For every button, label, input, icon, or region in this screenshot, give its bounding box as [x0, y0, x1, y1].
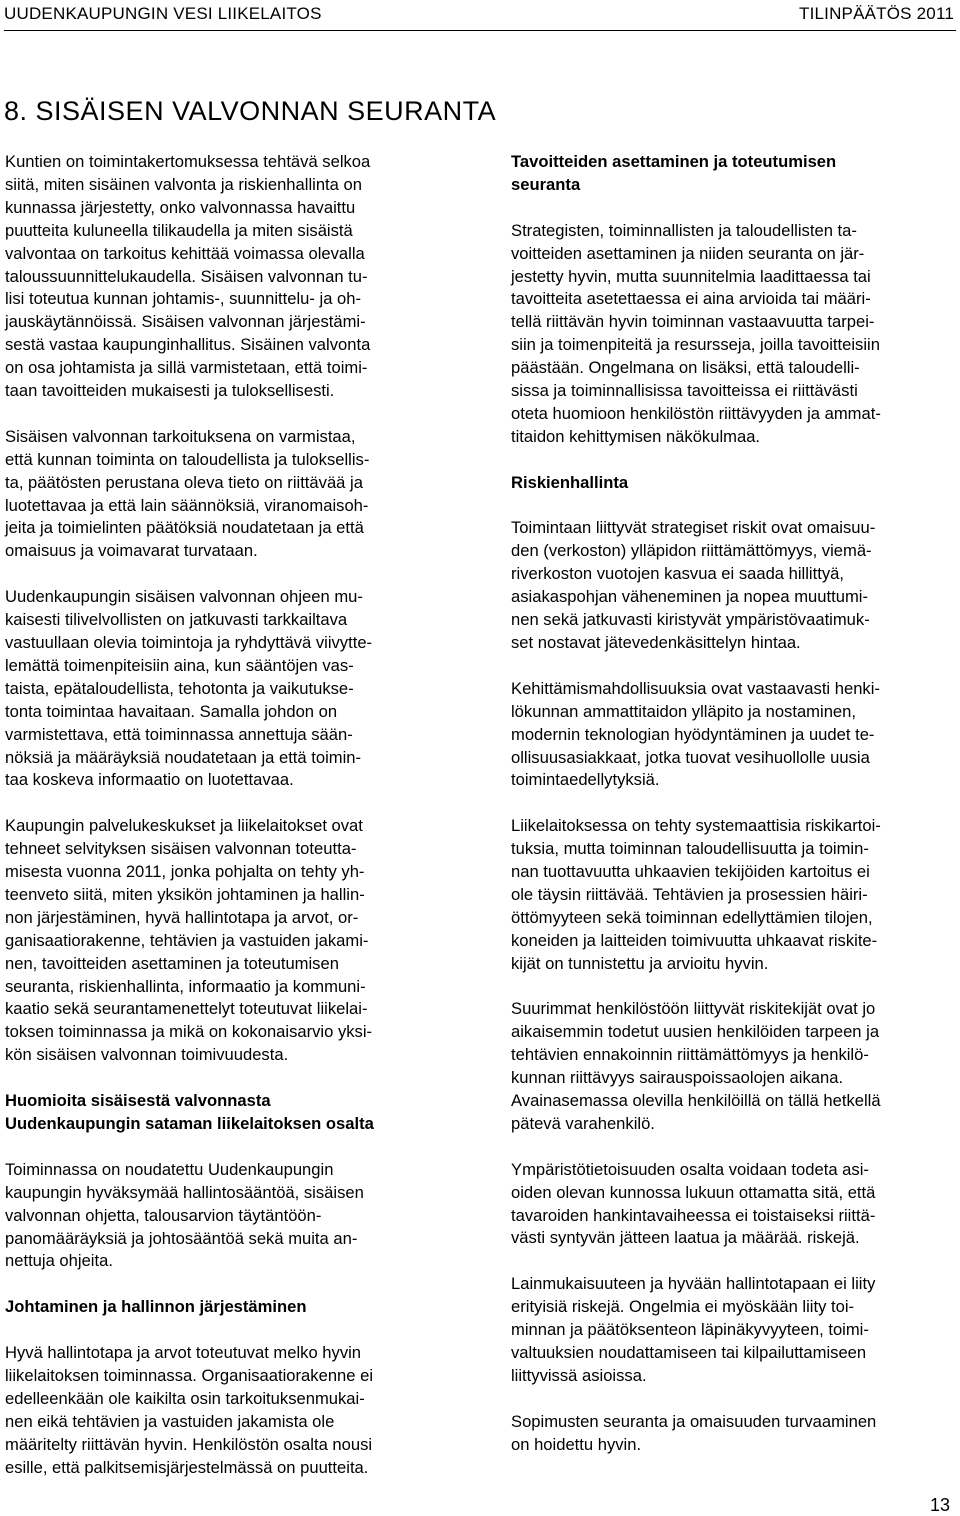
document-title: TILINPÄÄTÖS 2011 — [798, 4, 954, 23]
text-line: jauskäytännöissä. Sisäisen valvonnan järjestämi- — [5, 312, 366, 332]
text-line: öttömyyteen sekä toiminnan edellyttämien tilojen, — [511, 907, 873, 927]
paragraph — [511, 815, 951, 975]
text-line: edelleenkään ole kaikilta osin tarkoituksenmukai- — [5, 1388, 365, 1408]
text-line: set nostavat jätevedenkäsittelyn hintaa. — [511, 632, 801, 652]
paragraph — [511, 1273, 951, 1388]
text-line: Suurimmat henkilöstöön liittyvät riskitekijät ovat jo — [511, 999, 876, 1019]
text-line: riverkoston vuotojen kasvua ei saada hillittyä, — [511, 564, 844, 584]
paragraph — [511, 1159, 951, 1251]
text-line: taista, epätaloudellista, tehotonta ja vaikutukse- — [5, 678, 354, 698]
text-line: jestetty hyvin, mutta suunnitelmia laadittaessa tai — [511, 266, 871, 286]
text-line: kön sisäisen valvonnan toimivuudesta. — [5, 1045, 289, 1065]
text-line: nöksiä ja määräyksiä noudatetaan ja että toimin- — [5, 747, 362, 767]
text-line: minnan ja päätöksenteon läpinäkyvyyteen, toimi- — [511, 1320, 869, 1340]
text-line: Kehittämismahdollisuuksia ovat vastaavasti henki- — [511, 678, 880, 698]
right-column — [511, 151, 951, 1457]
text-line: Lainmukaisuuteen ja hyvään hallintotapaan ei liity — [511, 1274, 876, 1294]
text-line: tehneet selvityksen sisäisen valvonnan toteutta- — [5, 839, 357, 859]
subheading-line: Uudenkaupungin sataman liikelaitoksen osalta — [5, 1114, 374, 1133]
text-line: tehtävien ennakoinnin riittämättömyys ja henkilö- — [511, 1045, 869, 1065]
text-line: nen sekä jatkuvasti kiristyvät ympäristövaatimuk- — [511, 610, 870, 630]
text-line: Strategisten, toiminnallisten ja taloudellisten ta- — [511, 220, 857, 240]
text-line: Ympäristötietoisuuden osalta voidaan todeta asi- — [511, 1159, 869, 1179]
left-column — [5, 151, 445, 1479]
subheading — [5, 1090, 445, 1136]
text-line: Uudenkaupungin sisäisen valvonnan ohjeen mu- — [5, 587, 363, 607]
paragraph — [5, 151, 445, 403]
text-line: Sopimusten seuranta ja omaisuuden turvaaminen — [511, 1411, 877, 1431]
text-line: on hoidettu hyvin. — [511, 1434, 642, 1454]
text-line: valtuuksien noudattamiseen tai kilpailuttamiseen — [511, 1343, 867, 1362]
text-line: vastuullaan olevia toimintoja ja ryhdyttävä viivytte- — [5, 633, 373, 652]
text-line: määritelty riittävän hyvin. Henkilöstön osalta nousi — [5, 1434, 373, 1454]
text-line: puutteita kuluneella tilikaudella ja miten sisäistä — [5, 220, 353, 240]
text-line: on osa johtamista ja sillä varmistetaan, että toimi- — [5, 358, 368, 378]
subheading: Riskienhallinta — [511, 472, 629, 492]
subheading — [511, 151, 951, 197]
text-line: Avainasemassa olevilla henkilöillä on tällä hetkellä — [511, 1091, 881, 1111]
text-line: valvonnan ohjetta, talousarvion täytäntöön- — [5, 1205, 322, 1225]
text-line: lökunnan ammattitaidon ylläpito ja nostaminen, — [511, 701, 856, 721]
text-line: ganisaatiorakenne, tehtävien ja vastuiden jakami- — [5, 930, 369, 950]
text-line: nen, tavoitteiden asettaminen ja toteutumisen — [5, 953, 339, 973]
text-line: kunnassa järjestetty, onko valvonnassa havaittu — [5, 197, 356, 217]
text-line: lisi toteutua kunnan johtamis-, suunnittelu- ja oh- — [5, 289, 362, 309]
text-line: tavaroiden hankintavaiheessa ei toistaiseksi riittä- — [511, 1205, 876, 1225]
text-line: tuksia, mutta toiminnan taloudellisuutta ja toimin- — [511, 839, 869, 859]
text-line: koneiden ja laitteiden toimivuutta uhkaavat riskite- — [511, 930, 878, 950]
text-line: erityisiä riskejä. Ongelmia ei myöskään liity toi- — [511, 1297, 855, 1317]
paragraph — [511, 517, 951, 654]
page-number: 13 — [929, 1495, 950, 1515]
subheading-line: Huomioita sisäisestä valvonnasta — [5, 1091, 271, 1111]
text-line: oiden olevan kunnossa lukuun ottamatta sitä, että — [511, 1182, 876, 1202]
text-line: modernin teknologian hyödyntäminen ja uudet te- — [511, 724, 875, 744]
text-line: voitteiden asettaminen ja niiden seuranta on jär- — [511, 243, 865, 263]
text-line: Toiminnassa on noudatettu Uudenkaupungin — [5, 1159, 334, 1179]
text-line: esille, että palkitsemisjärjestelmässä on puutteita. — [5, 1457, 369, 1477]
text-line: omaisuus ja voimavarat turvataan. — [5, 541, 258, 561]
text-line: kaatio sekä seurantamenettelyt toteutuvat liikelai- — [5, 999, 368, 1019]
text-line: oteta huomioon henkilöstön riittävyyden ja ammat- — [511, 403, 881, 423]
text-line: päästään. Ongelmana on lisäksi, että taloudelli- — [511, 358, 860, 378]
paragraph — [511, 220, 951, 449]
text-line: seuranta, riskienhallinta, informaatio ja kommuni- — [5, 976, 366, 996]
paragraph — [5, 1159, 445, 1274]
text-line: jeita ja toimielinten päätöksiä noudatetaan ja että — [5, 518, 364, 538]
section-heading: 8. SISÄISEN VALVONNAN SEURANTA — [4, 96, 497, 126]
text-line: liikelaitoksen toiminnassa. Organisaatiorakenne ei — [5, 1365, 374, 1385]
text-line: kijät on tunnistettu ja arvioitu hyvin. — [511, 953, 769, 973]
text-line: ollisuusasiakkaat, jotka tuovat vesihuollolle uusia — [511, 747, 870, 767]
text-line: Liikelaitoksessa on tehty systemaattisia riskikartoi- — [511, 816, 881, 836]
text-line: taa koskeva informaatio on luotettavaa. — [5, 770, 294, 790]
text-line: aikaisemmin todetut uusien henkilöiden tarpeen ja — [511, 1022, 880, 1042]
text-line: luotettavaa ja että lain säännöksiä, viranomaisoh- — [5, 495, 369, 515]
text-line: taloussuunnittelukaudella. Sisäisen valvonnan tu- — [5, 266, 368, 286]
paragraph — [511, 998, 951, 1135]
text-line: sissa ja toiminnallisissa tavoitteissa ei riittävästi — [511, 381, 858, 401]
paragraph — [5, 586, 445, 792]
text-line: non järjestäminen, hyvä hallintotapa ja arvot, or- — [5, 907, 359, 927]
text-line: titaidon kehittymisen näkökulmaa. — [511, 426, 761, 446]
text-line: västi syntyvän jätteen laatua ja määrää. riskejä. — [511, 1228, 860, 1248]
page-header — [4, 0, 956, 31]
text-line: nettuja ohjeita. — [5, 1251, 113, 1271]
text-line: siin ja toimenpiteitä ja resursseja, joilla tavoitteisiin — [511, 335, 880, 355]
subheading-line: Tavoitteiden asettaminen ja toteutumisen — [511, 152, 837, 171]
text-line: misesta vuonna 2011, jonka pohjalta on tehty yh- — [5, 862, 365, 882]
subheading: Johtaminen ja hallinnon järjestäminen — [5, 1297, 307, 1317]
text-line: siitä, miten sisäinen valvonta ja riskienhallinta on — [5, 174, 362, 194]
text-line: panomääräyksiä ja johtosääntöä sekä muita an- — [5, 1228, 358, 1248]
text-line: toimintaedellytyksiä. — [511, 770, 660, 790]
organization-name: UUDENKAUPUNGIN VESI LIIKELAITOS — [4, 4, 322, 23]
text-line: taan tavoitteiden mukaisesti ja tuloksellisesti. — [5, 381, 335, 401]
text-line: Hyvä hallintotapa ja arvot toteutuvat melko hyvin — [5, 1343, 362, 1363]
paragraph — [511, 678, 951, 793]
paragraph — [5, 1342, 445, 1479]
text-line: Kaupungin palvelukeskukset ja liikelaitokset ovat — [5, 816, 363, 836]
text-line: kaupungin hyväksymää hallintosääntöä, sisäisen — [5, 1182, 364, 1202]
text-line: lemättä toimenpiteisiin aina, kun sääntöjen vas- — [5, 655, 354, 675]
text-line: toksen toiminnassa ja mikä on kokonaisarvio yksi- — [5, 1022, 373, 1042]
text-line: kunnan riittävyys sairauspoissaolojen aikana. — [511, 1068, 844, 1088]
text-line: Sisäisen valvonnan tarkoituksena on varmistaa, — [5, 426, 356, 446]
text-line: liittyvissä asioissa. — [511, 1365, 647, 1385]
text-line: ole täysin riittävää. Tehtävien ja prosessien häiri- — [511, 884, 868, 904]
text-line: ta, päätösten perustana oleva tieto on riittävää ja — [5, 472, 363, 492]
text-line: sestä vastaa kaupunginhallitus. Sisäinen valvonta — [5, 335, 371, 355]
text-line: den (verkoston) ylläpidon riittämättömyys, viemä- — [511, 541, 872, 561]
text-line: varmistettava, että toiminnassa annettuja sään- — [5, 724, 353, 744]
text-line: kaisesti tilivelvollisten on jatkuvasti tarkkailtava — [5, 610, 348, 630]
text-line: Toimintaan liittyvät strategiset riskit ovat omaisuu- — [511, 518, 876, 538]
text-line: Kuntien on toimintakertomuksessa tehtävä selkoa — [5, 152, 371, 171]
text-line: että kunnan toiminta on taloudellista ja tuloksellis- — [5, 449, 370, 469]
text-line: tellä riittävän hyvin toiminnan vastaavuutta tarpei- — [511, 312, 875, 332]
text-line: tavoitteita asetettaessa ei aina arvioida tai määri- — [511, 289, 871, 309]
text-line: tonta toimintaa havaitaan. Samalla johdon on — [5, 701, 338, 721]
text-line: pätevä varahenkilö. — [511, 1113, 655, 1133]
text-line: valvontaa on tarkoitus kehittää voimassa olevalla — [5, 243, 365, 263]
paragraph — [5, 815, 445, 1067]
text-line: nen eikä tehtävien ja vastuiden jakamista ole — [5, 1411, 335, 1431]
text-line: asiakaspohjan väheneminen ja nopea muuttumi- — [511, 587, 868, 607]
paragraph — [5, 426, 445, 563]
text-line: teenveto siitä, miten yksikön johtaminen ja hallin- — [5, 884, 365, 904]
text-line: nan tuottavuutta uhkaavien tekijöiden kartoitus ei — [511, 862, 870, 882]
subheading-line: seuranta — [511, 174, 581, 194]
paragraph — [511, 1411, 951, 1457]
